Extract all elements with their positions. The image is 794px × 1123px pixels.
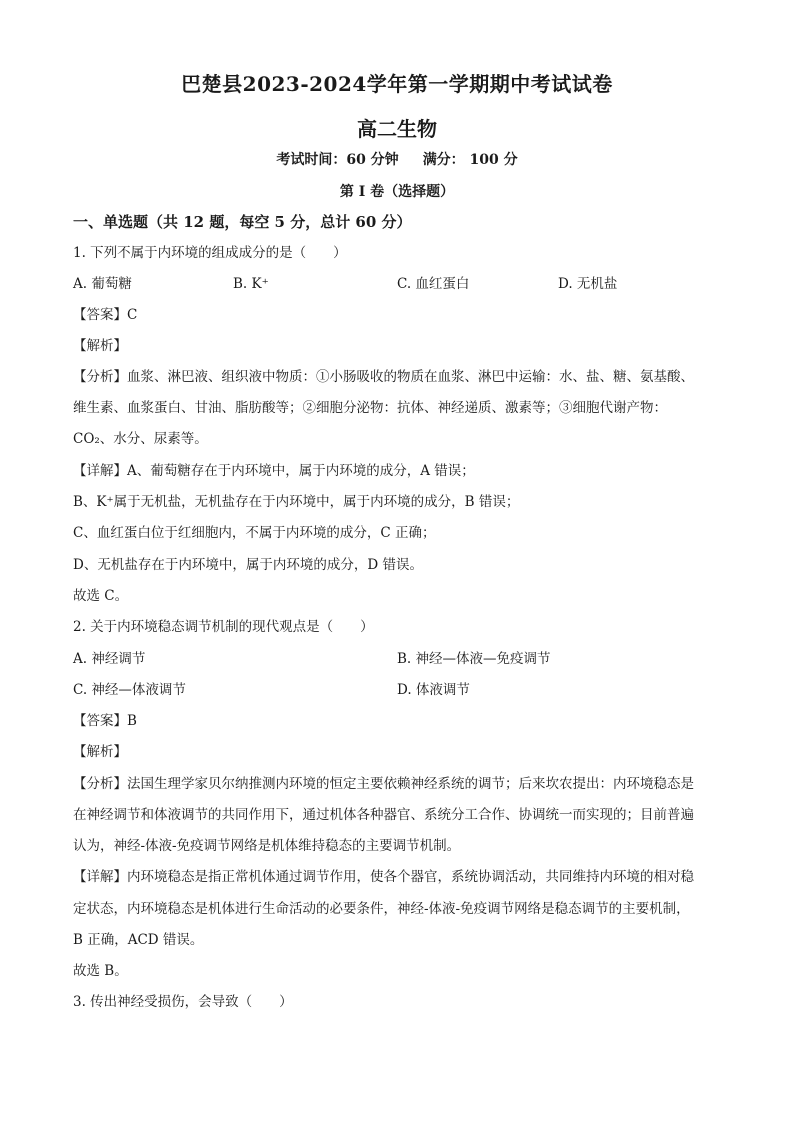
question-3-stem: 3. 传出神经受损伤，会导致（ ） xyxy=(73,994,293,1010)
question-1-stem: 1. 下列不属于内环境的组成成分的是（ ） xyxy=(73,245,347,261)
q2-option-c: C. 神经—体液调节 xyxy=(73,682,186,698)
q2-analysis-label: 【解析】 xyxy=(73,744,127,760)
q1-conclusion: 故选 C。 xyxy=(73,588,129,604)
q1-option-c: C. 血红蛋白 xyxy=(397,276,470,292)
q2-option-b: B. 神经—体液—免疫调节 xyxy=(397,651,551,667)
exam-info xyxy=(0,149,794,169)
q2-answer: 【答案】B xyxy=(73,713,137,729)
q1-analysis-line: 维生素、血浆蛋白、甘油、脂肪酸等；②细胞分泌物：抗体、神经递质、激素等；③细胞代谢产物： xyxy=(73,400,667,416)
q1-analysis-line: CO₂、水分、尿素等。 xyxy=(73,431,208,447)
q1-detail-line: B、K⁺属于无机盐，无机盐存在于内环境中，属于内环境的成分，B 错误； xyxy=(73,494,520,510)
q1-detail-line: D、无机盐存在于内环境中，属于内环境的成分，D 错误。 xyxy=(73,557,423,573)
q1-detail-line: C、血红蛋白位于红细胞内，不属于内环境的成分，C 正确； xyxy=(73,525,436,541)
q2-detail-line: B 正确，ACD 错误。 xyxy=(73,932,204,948)
full-score: 满分： 100 分 xyxy=(422,152,518,168)
q2-analysis-line: 认为，神经-体液-免疫调节网络是机体维持稳态的主要调节机制。 xyxy=(73,838,461,854)
subject-title: 高二生物 xyxy=(357,117,437,141)
volume-title: 第 I 卷（选择题） xyxy=(339,184,455,200)
q1-analysis-label: 【解析】 xyxy=(73,338,127,354)
section-heading: 一、单选题（共 12 题，每空 5 分，总计 60 分） xyxy=(73,213,412,231)
q2-analysis-line: 【分析】法国生理学家贝尔纳推测内环境的恒定主要依赖神经系统的调节；后来坎农提出：内环境稳态是 xyxy=(73,776,694,792)
q2-detail-line: 【详解】内环境稳态是指正常机体通过调节作用，使各个器官，系统协调活动，共同维持内环境的相对稳 xyxy=(73,869,694,885)
q1-option-a: A. 葡萄糖 xyxy=(73,276,132,292)
q1-option-d: D. 无机盐 xyxy=(558,276,618,292)
q1-answer: 【答案】C xyxy=(73,307,138,323)
q2-option-a: A. 神经调节 xyxy=(73,651,146,667)
q2-conclusion: 故选 B。 xyxy=(73,963,128,979)
q1-detail-line: 【详解】A、葡萄糖存在于内环境中，属于内环境的成分，A 错误； xyxy=(73,463,475,479)
q1-option-b: B. K⁺ xyxy=(233,276,269,292)
q2-option-d: D. 体液调节 xyxy=(397,682,470,698)
q1-analysis-line: 【分析】血浆、淋巴液、组织液中物质：①小肠吸收的物质在血浆、淋巴中运输：水、盐、糖、氨基酸、 xyxy=(73,369,694,385)
q2-analysis-line: 在神经调节和体液调节的共同作用下，通过机体各种器官、系统分工合作、协调统一而实现的；目前普遍 xyxy=(73,807,694,823)
question-2-stem: 2. 关于内环境稳态调节机制的现代观点是（ ） xyxy=(73,619,374,635)
q2-detail-line: 定状态，内环境稳态是机体进行生命活动的必要条件，神经-体液-免疫调节网络是稳态调节的主要机制， xyxy=(73,901,690,917)
exam-title: 巴楚县2023-2024学年第一学期期中考试试卷 xyxy=(181,72,613,96)
exam-time: 考试时间：60 分钟 xyxy=(276,152,399,168)
